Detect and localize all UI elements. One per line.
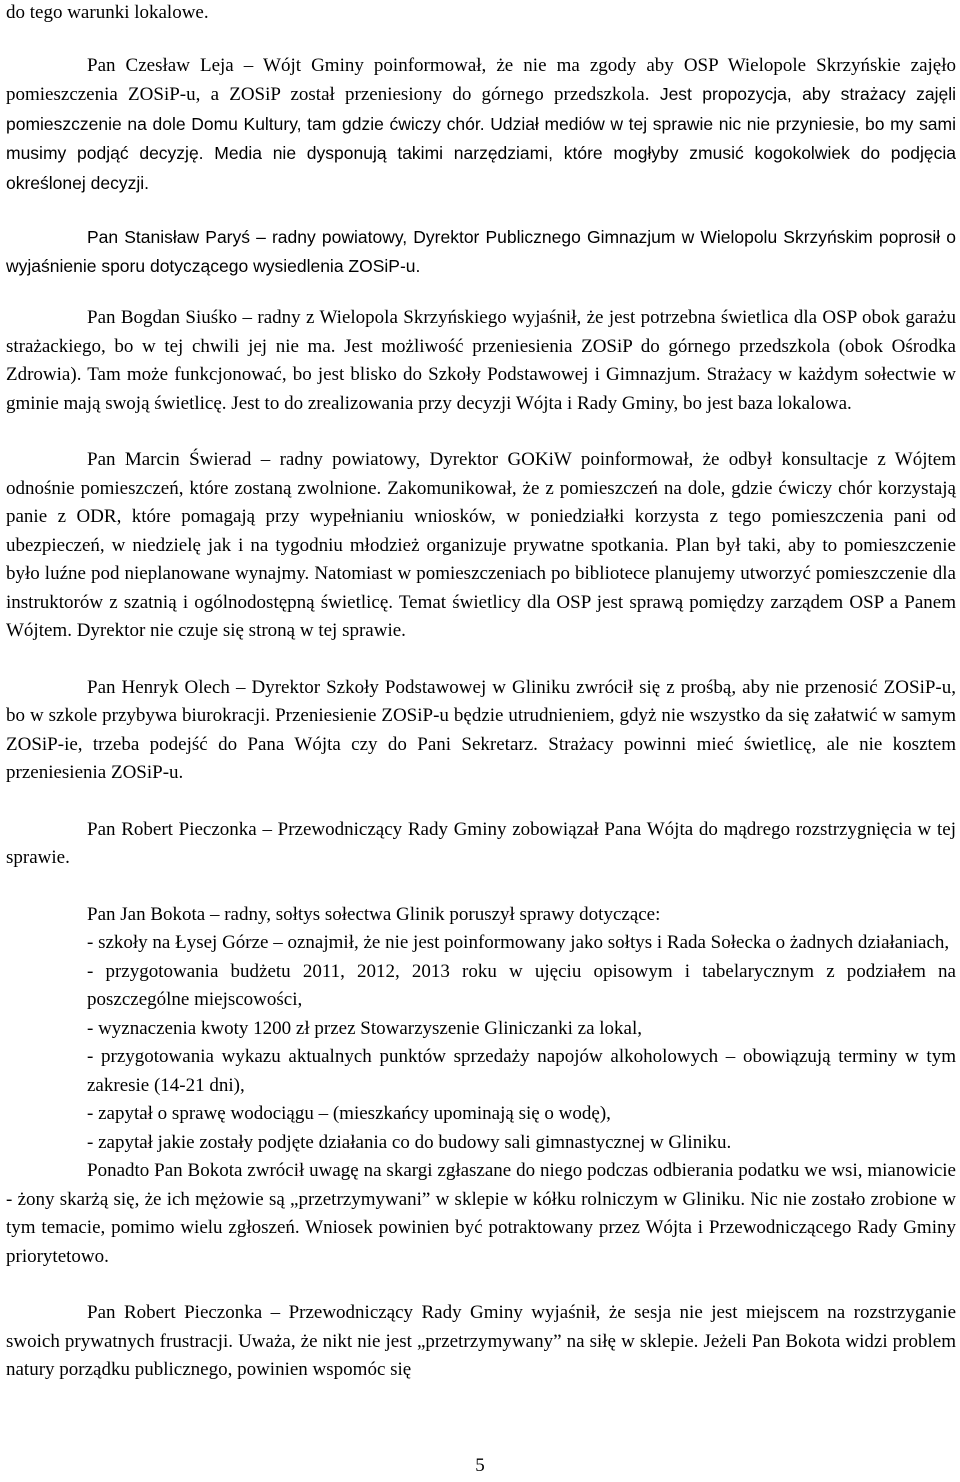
spacer — [6, 788, 956, 816]
list-item: - przygotowania wykazu aktualnych punktów sprzedaży napojów alkoholowych – obowiązują terminy w tym zakresie (14-21 dni), — [87, 1046, 956, 1096]
bokota-issues-list — [6, 929, 956, 1157]
paragraph-pieczonka-2: Pan Robert Pieczonka – Przewodniczący Rady Gminy wyjaśnił, że sesja nie jest miejscem na rozstrzyganie swoich prywatnych frustracji. Uważa, że nikt nie jest „przetrzymywany” na siłę w sklepie. Jeżeli Pan Bokota widzi problem natury porządku publicznego, powinien wspomóc się — [6, 1302, 956, 1380]
paragraph-parys: Pan Stanisław Paryś – radny powiatowy, Dyrektor Publicznego Gimnazjum w Wielopolu Skrzyńskim poprosił o wyjaśnienie sporu dotyczącego wysiedlenia ZOSiP-u. — [6, 227, 956, 276]
document-page — [6, 0, 956, 1385]
paragraph-olech: Pan Henryk Olech – Dyrektor Szkoły Podstawowej w Gliniku zwrócił się z prośbą, aby nie przenosić ZOSiP-u, bo w szkole przybywa biurokracji. Przeniesienie ZOSiP-u będzie utrudnieniem, gdyż nie wszystko da się załatwić w samym ZOSiP-ie, trzeba podejść do Pana Wójta czy do Pani Sekretarz. Strażacy powinni mieć świetlicę, ale nie kosztem przeniesienia ZOSiP-u. — [6, 676, 956, 783]
list-item: - wyznaczenia kwoty 1200 zł przez Stowarzyszenie Gliniczanki za lokal, — [87, 1017, 642, 1039]
list-item: - przygotowania budżetu 2011, 2012, 2013 roku w ujęciu opisowym i tabelarycznym z podziałem na poszczególne miejscowości, — [87, 960, 956, 1010]
list-item: - zapytał o sprawę wodociągu – (mieszkańcy upominają się o wodę), — [87, 1103, 611, 1124]
list-item: - szkoły na Łysej Górze – oznajmił, że nie jest poinformowany jako sołtys i Rada Sołecka o żadnych działaniach, — [87, 932, 950, 953]
page-number: 5 — [475, 1455, 485, 1476]
spacer — [6, 28, 956, 52]
paragraph-wojt-leja-part1: Pan Czesław Leja – Wójt Gminy poinformował, że nie ma zgody aby OSP Wielopole Skrzyńskie zajęło pomieszczenia ZOSiP-u, a ZOSiP został przeniesiony do górnego przedszkola. — [6, 54, 956, 105]
spacer — [6, 873, 956, 901]
paragraph-continuation: do tego warunki lokalowe. — [6, 2, 209, 23]
spacer — [6, 1271, 956, 1299]
spacer — [6, 418, 956, 446]
list-item: - zapytał jakie zostały podjęte działania co do budowy sali gimnastycznej w Gliniku. — [87, 1131, 732, 1153]
paragraph-bokota-intro: Pan Jan Bokota – radny, sołtys sołectwa Glinik poruszył sprawy dotyczące: — [87, 903, 661, 925]
spacer — [6, 280, 956, 304]
paragraph-swierad: Pan Marcin Świerad – radny powiatowy, Dyrektor GOKiW poinformował, że odbył konsultacje z Wójtem odnośnie pomieszczeń, które zostaną zwolnione. Zakomunikował, że z pomieszczeń na dole, gdzie ćwiczy chór korzystają panie z ODR, które pomagają przy wypełnianiu wniosków, w poniedziałki korzysta z tego pomieszczenia pani od ubezpieczeń, w niedzielę jak i na tygodniu młodzież organizuje prywatne spotkania. Plan był taki, aby to pomieszczenie było luźne pod nieplanowane wynajmy. Natomiast w pomieszczeniach po bibliotece planujemy utworzyć pomieszczenie dla instruktorów z szatnią i ogólnodostępną świetlicę. Temat świetlicy dla OSP jest sprawą pomiędzy zarządem OSP a Panem Wójtem. Dyrektor nie czuje się stroną w tej sprawie. — [6, 449, 956, 641]
spacer — [6, 646, 956, 674]
spacer — [6, 198, 956, 223]
paragraph-bokota-complaint: Ponadto Pan Bokota zwrócił uwagę na skargi zgłaszane do niego podczas odbierania podatku we wsi, mianowicie - żony skarżą się, że ich mężowie są „przetrzymywani” w sklepie w kółku rolniczym w Gliniku. Nic nie zostało zrobione w tym temacie, pomimo wielu zgłoszeń. Wniosek powinien być potraktowany przez Wójta i Przewodniczącego Rady Gminy priorytetowo. — [6, 1160, 956, 1267]
paragraph-pieczonka-1: Pan Robert Pieczonka – Przewodniczący Rady Gminy zobowiązał Pana Wójta do mądrego rozstrzygnięcia w tej sprawie. — [6, 818, 956, 868]
paragraph-wojt-leja-part2: Jest propozycja, aby strażacy zajęli pomieszczenie na dole Domu Kultury, tam gdzie ćwiczy chór. Udział mediów w tej sprawie nic nie przyniesie, bo my sami musimy podjąć decyzję. Media nie dysponują takimi narzędziami, które mogłyby zmusić kogokolwiek do podjęcia określonej decyzji. — [6, 84, 956, 193]
paragraph-siusko: Pan Bogdan Siuśko – radny z Wielopola Skrzyńskiego wyjaśnił, że jest potrzebna świetlica dla OSP obok garażu strażackiego, bo w tej chwili jej nie ma. Jest możliwość przeniesienia ZOSiP do górnego przedszkola (obok Ośrodka Zdrowia). Tam może funkcjonować, bo jest blisko do Szkoły Podstawowej i Gimnazjum. Strażacy w każdym sołectwie w gminie mają swoją świetlicę. Jest to do zrealizowania przy decyzji Wójta i Rady Gminy, bo jest baza lokalowa. — [6, 307, 956, 414]
paragraph-wojt-leja — [6, 52, 956, 199]
